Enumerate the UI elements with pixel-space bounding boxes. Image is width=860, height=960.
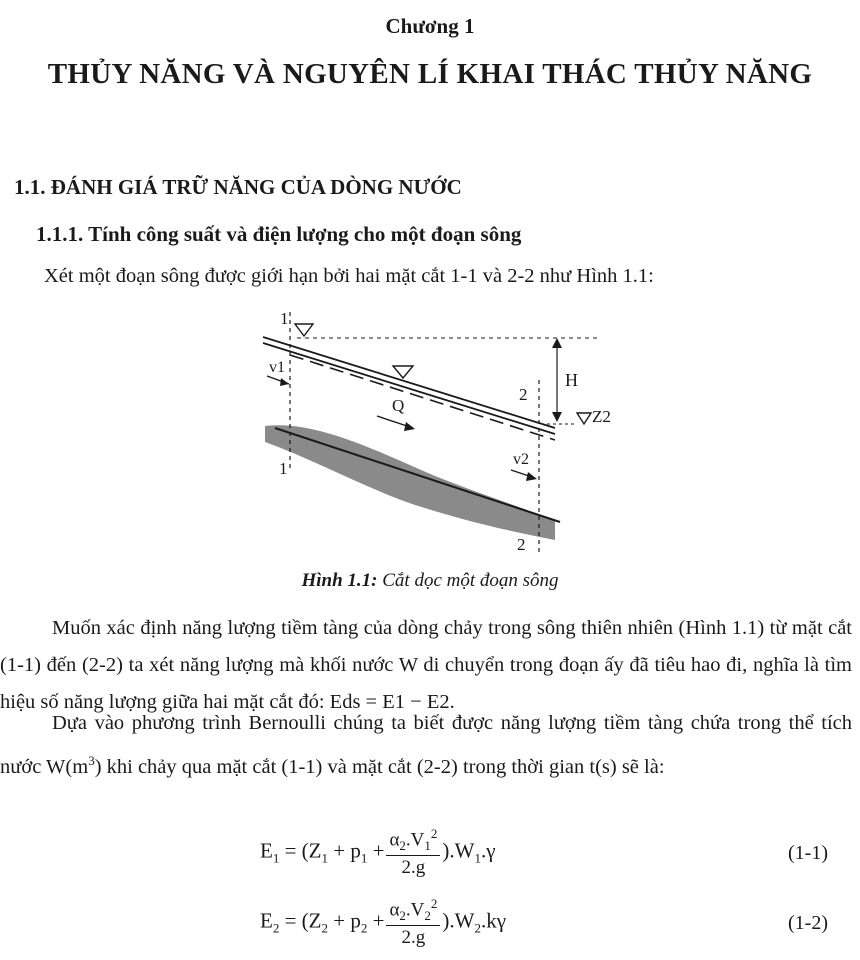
riverbed-ground: [265, 425, 555, 540]
h-label: H: [565, 370, 578, 390]
q-label: Q: [392, 396, 405, 415]
equation-1-1: $E_1 = (Z_1 + p_1$ + $\frac{\alpha_2.V_1^2}{2.g}$ )$.W_1.\gamma$: [260, 826, 496, 879]
chapter-title: THỦY NĂNG VÀ NGUYÊN LÍ KHAI THÁC THỦY NĂNG: [47, 58, 813, 90]
chapter-heading: Chương 1: [385, 14, 475, 38]
v1-label: v1: [269, 359, 285, 376]
equation-1-1-number: (1-1): [788, 842, 828, 864]
section-1-top-label: 1: [280, 309, 289, 328]
energy-line: [290, 355, 555, 440]
section-1-bottom-label: 1: [279, 459, 288, 478]
water-surface-bottom: [263, 343, 555, 434]
caption-label: Hình 1.1:: [301, 570, 378, 591]
paragraph-1-formula: Eds = E1 − E2.: [329, 691, 455, 713]
water-level-symbol-1: [295, 324, 313, 336]
riverbed-line: [275, 428, 560, 522]
figure-caption: [0, 570, 860, 592]
river-section-figure: [255, 300, 615, 570]
intro-paragraph: Xét một đoạn sông được giới hạn bởi hai mặt cắt 1-1 và 2-2 như Hình 1.1:: [44, 265, 654, 287]
water-level-symbol-mid: [393, 366, 413, 378]
section-2-top-label: 2: [519, 385, 528, 404]
paragraph-1-text: Muốn xác định năng lượng tiềm tàng của dòng chảy trong sông thiên nhiên (Hình 1.1) từ mặt cắt (1-1) đến (2-2) ta xét năng lượng mà khối nước W di chuyển trong đoạn ấy đã tiêu hao đi, nghĩa là tìm hiệu số năng lượng giữa hai mặt cắt đó:: [0, 617, 852, 713]
section-2-bottom-label: 2: [517, 535, 526, 554]
paragraph-2-sup: 3: [88, 753, 95, 768]
equation-1-2: $E_2 = (Z_2 + p_2$ + $\frac{\alpha_2.V_2^2}{2.g}$ )$.W_2.k\gamma$: [260, 896, 506, 949]
head-arrow-bottom: [552, 412, 562, 422]
head-arrow-top: [552, 338, 562, 348]
z2-label: Z2: [592, 407, 611, 426]
paragraph-2: [0, 705, 852, 786]
water-level-symbol-2: [577, 413, 591, 424]
v2-label: v2: [513, 451, 529, 468]
caption-text: Cắt dọc một đoạn sông: [382, 570, 559, 591]
equation-1-2-number: (1-2): [788, 912, 828, 934]
subsection-heading: 1.1.1. Tính công suất và điện lượng cho một đoạn sông: [36, 222, 522, 246]
section-heading: 1.1. ĐÁNH GIÁ TRỮ NĂNG CỦA DÒNG NƯỚC: [14, 175, 462, 199]
water-surface-top: [263, 337, 555, 428]
paragraph-2-text-b: ) khi chảy qua mặt cắt (1-1) và mặt cắt (2-2) trong thời gian t(s) sẽ là:: [94, 755, 665, 778]
paragraph-2-text-a: Dựa vào phương trình Bernoulli chúng ta biết được năng lượng tiềm tàng chứa trong thể tích nước W(m: [0, 712, 852, 778]
